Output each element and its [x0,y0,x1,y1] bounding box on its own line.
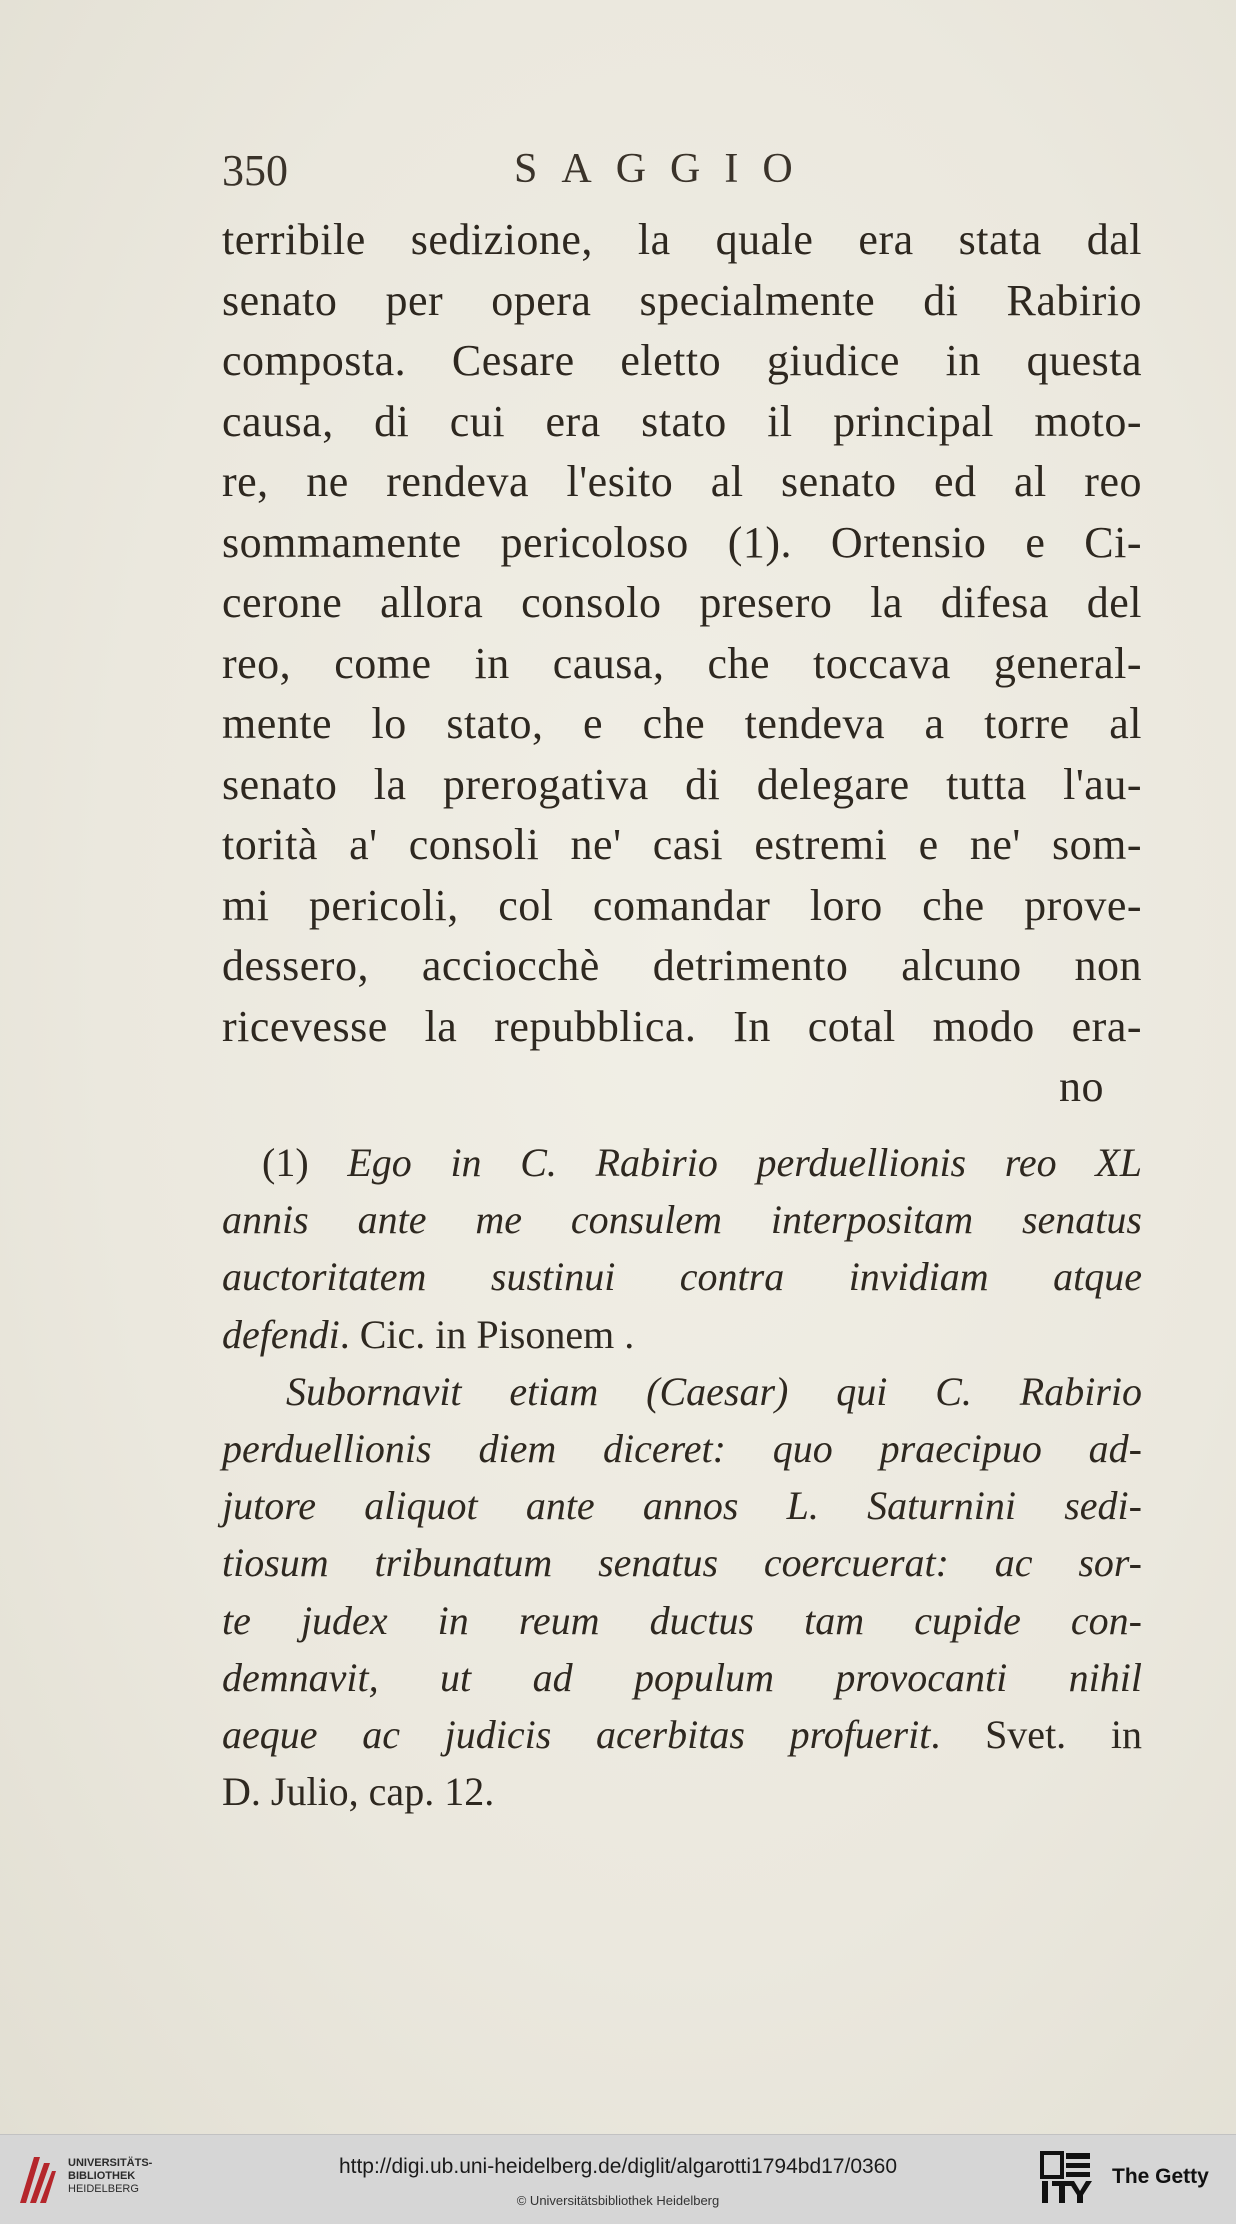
text-line: mi pericoli, col comandar loro che prove- [222,880,1142,930]
text-line: senato la prerogativa di delegare tutta l'au- [222,759,1142,809]
footnote-text: aeque ac judicis acerbitas profuerit [222,1711,931,1757]
text-line: ricevesse la repubblica. In cotal modo era- [222,1001,1142,1051]
footnote-line: annis ante me consulem interpositam senatus [222,1197,1142,1243]
main-text [222,210,1142,1118]
text-line: senato per opera specialmente di Rabirio [222,275,1142,325]
footnote-line: tiosum tribunatum senatus coercuerat: ac sor- [222,1540,1142,1586]
footnote-line: auctoritatem sustinui contra invidiam atque [222,1254,1142,1300]
text-line: reo, come in causa, che toccava general- [222,638,1142,688]
ub-name-line: BIBLIOTHEK [68,2170,136,2182]
page-number: 350 [222,146,288,195]
text-line: causa, di cui era stato il principal moto- [222,396,1142,446]
text-line: re, ne rendeva l'esito al senato ed al reo [222,457,1142,506]
text-line: cerone allora consolo presero la difesa del [222,578,1142,627]
footnote-text: Ego in C. Rabirio perduellionis reo XL [347,1140,1143,1185]
text-line: dessero, acciocchè detrimento alcuno non [222,941,1142,990]
running-header [222,145,1142,205]
permalink-url[interactable]: http://digi.ub.uni-heidelberg.de/diglit/algarotti1794bd17/0360 [338,2155,898,2178]
viewer-footer [0,2134,1236,2224]
footnotes [222,1134,1142,1820]
citation: . Cic. in Pisonem . [339,1311,635,1357]
footnote-line [222,1134,1142,1191]
catchword: no [1059,1062,1104,1111]
ub-name-line: UNIVERSITÄTS- [68,2157,153,2169]
citation: . Svet. in [930,1711,1142,1757]
footnote-line: demnavit, ut ad populum provocanti nihil [222,1654,1142,1700]
footnote-text: defendi [222,1311,340,1357]
footnote-line: D. Julio, cap. 12. [222,1769,495,1815]
footnote-line [222,1306,1142,1363]
footnote-line: te judex in reum ductus tam cupide con- [222,1597,1142,1643]
getty-name: The Getty [1112,2165,1209,2188]
text-line: mente lo stato, e che tendeva a torre al [222,699,1142,748]
footnote-line: perduellionis diem diceret: quo praecipuo ad- [222,1425,1142,1471]
running-title: SAGGIO [514,146,817,192]
text-line: terribile sedizione, la quale era stata dal [222,215,1142,264]
text-line: torità a' consoli ne' casi estremi e ne' som- [222,820,1142,869]
copyright-notice: © Universitätsbibliothek Heidelberg [516,2193,720,2208]
ub-name-line: HEIDELBERG [68,2183,139,2195]
footnote-marker: (1) [262,1140,309,1185]
text-line: sommamente pericoloso (1). Ortensio e Ci- [222,517,1142,567]
text-line: composta. Cesare eletto giudice in questa [222,336,1142,385]
footnote-line: Subornavit etiam (Caesar) qui C. Rabirio [286,1368,1142,1414]
footnote-line [222,1706,1142,1763]
footnote-line: jutore aliquot ante annos L. Saturnini sedi- [222,1483,1142,1529]
getty-logo-icon[interactable] [1040,2151,1094,2207]
